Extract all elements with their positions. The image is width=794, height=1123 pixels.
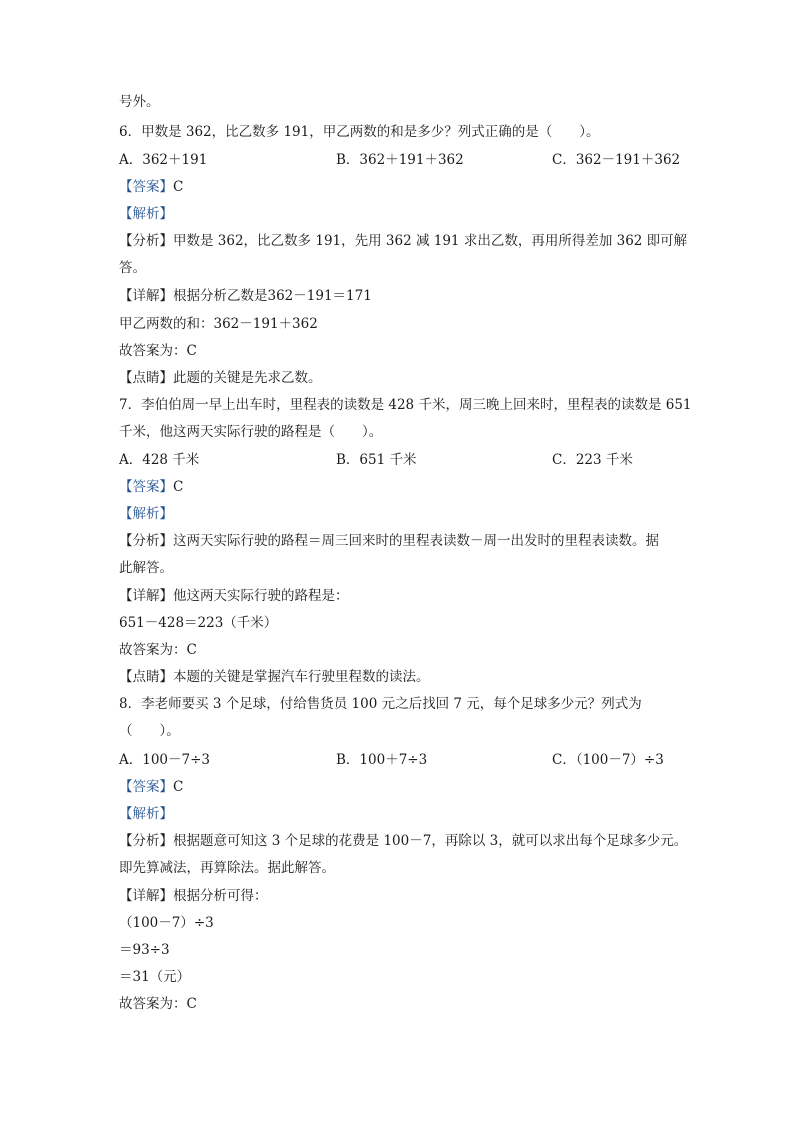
q6-analysis: 【分析】甲数是 362，比乙数多 191，先用 362 减 191 求出乙数，再用所得差加 362 即可解 [119,233,688,249]
q6-answer [119,178,183,196]
q8-step-2: ＝93÷3 [119,942,170,958]
q6-detail: 【详解】根据分析乙数是362－191＝171 [119,288,372,304]
question-7: 7．李伯伯周一早上出车时，里程表的读数是 428 千米，周三晚上回来时，里程表的读数是 651 [119,397,692,413]
q6-option-b: B．362＋191＋362 [336,152,464,168]
question-7-cont: 千米，他这两天实际行驶的路程是（ ）。 [119,424,383,440]
q6-option-c: C．362－191＋362 [552,152,681,168]
q7-final-answer: 故答案为：C [119,642,197,658]
q8-analysis: 【分析】根据题意可知这 3 个足球的花费是 100－7，再除以 3，就可以求出每个足球多少元。 [119,833,688,849]
q7-options [119,451,679,469]
answer-value: C [173,179,184,195]
q7-analysis-cont: 此解答。 [119,560,173,576]
q8-step-3: ＝31（元） [119,969,191,985]
answer-tag: 【答案】 [119,179,173,195]
q8-analysis-cont: 即先算减法，再算除法。据此解答。 [119,860,335,876]
q7-analysis: 【分析】这两天实际行驶的路程＝周三回来时的里程表读数－周一出发时的里程表读数。据 [119,533,659,549]
q7-detail-cont: 651－428＝223（千米） [119,615,278,631]
q6-detail-cont: 甲乙两数的和：362－191＋362 [119,316,318,332]
q6-analysis-cont: 答。 [119,260,146,276]
q7-option-b: B．651 千米 [336,452,417,468]
q6-final-answer: 故答案为：C [119,343,197,359]
q8-analysis-tag: 【解析】 [119,806,173,822]
q8-detail: 【详解】根据分析可得： [119,888,268,904]
q8-options [119,751,679,769]
answer-value: C [173,779,184,795]
q7-answer [119,478,183,496]
q7-analysis-tag: 【解析】 [119,506,173,522]
question-8: 8．李老师要买 3 个足球，付给售货员 100 元之后找回 7 元，每个足球多少元？列式为 [119,696,642,712]
answer-tag: 【答案】 [119,779,173,795]
q6-options [119,151,679,169]
q8-option-c: C．（100－7）÷3 [552,752,664,768]
q8-final-answer: 故答案为：C [119,996,197,1012]
q6-option-a: A．362＋191 [119,152,208,168]
answer-value: C [173,479,184,495]
q7-detail: 【详解】他这两天实际行驶的路程是： [119,588,349,604]
question-8-cont: （ ）。 [119,723,180,739]
q6-analysis-tag: 【解析】 [119,206,173,222]
q7-comment: 【点睛】本题的关键是掌握汽车行驶里程数的读法。 [119,669,430,685]
text-line: 号外。 [119,94,160,110]
q6-comment: 【点睛】此题的关键是先求乙数。 [119,370,322,386]
q7-option-a: A．428 千米 [119,452,200,468]
q7-option-c: C．223 千米 [552,452,633,468]
q8-option-b: B．100＋7÷3 [336,752,428,768]
q8-step-1: （100－7）÷3 [119,915,214,931]
q8-answer [119,778,183,796]
q8-option-a: A．100－7÷3 [119,752,211,768]
question-6: 6．甲数是 362，比乙数多 191，甲乙两数的和是多少？列式正确的是（ ）。 [119,124,600,140]
answer-tag: 【答案】 [119,479,173,495]
